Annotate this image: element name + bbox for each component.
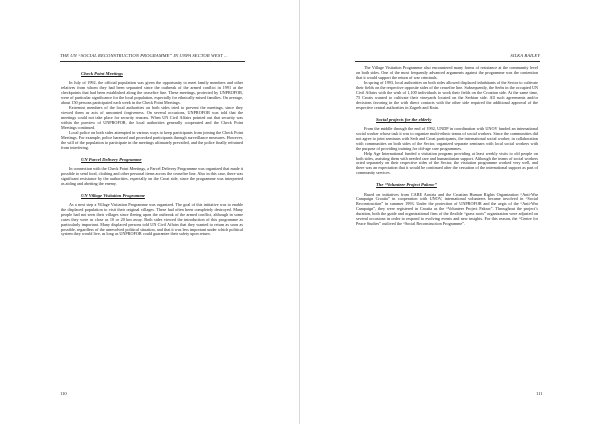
heading-parcel-delivery: UN Parcel Delivery Programme xyxy=(81,156,142,162)
paragraph: In spring of 1993, local authorities on both sides allowed displaced inhabitants of the Sector to cultivate their fields on the respective opposite sides of the ceasefire line. Subsequently, the Serbs in the occupied UN Civil Affairs with the wish of 1,100 individuals to work their fields on the Croatian side. At the same time, 75 Croats wanted to cultivate their vineyards located on the Serbian side. All such agreements and/or decisions favoring in the with direct contacts with the other side required the additional approval of the respective central authorities in Zagreb and Knin. xyxy=(356,79,538,110)
right-header-rule xyxy=(355,61,540,62)
paragraph: As a next step a Village Visitation Programme was organized. The goal of this initiative was to enable the displaced population to visit their original villages. These had often been completely destroyed. Many people had not seen their villages since fleeing upon the outbreak of the armed conflict, although in some cases they were as close as 10 or 20 km away. Both sides viewed the introduction of this programme as particularly important. Many displaced persons told UN Civil Affairs that they wanted to return as soon as possible, regardless of the unresolved political situation, and that it was less important under which political system they would live, as long as UNPROFOR could guarantee their safety upon return. xyxy=(61,201,243,237)
heading-volunteer-project: The “Volunteer Project Pakrac” xyxy=(376,182,437,188)
paragraph: Help Age International funded a visitation program providing at least weekly visits to old people on both sides, assisting them with needed care and humanitarian support. Although the teams of social workers acted separately on their respective sides of the Sector, the visitation programme worked very well, and there was an expectation that it would be continued after the cessation of the international support as part of community services. xyxy=(356,150,538,176)
paragraph: Extremist members of the local authorities on both sides tried to prevent the meetings, since they viewed them as acts of unwanted forgiveness. On several occasions, UNPROFOR was told that the meetings could not take place for security reasons. When UN Civil Affairs pointed out that security was within the purview of UNPROFOR, the local authorities generally cooperated and the Check Point Meetings continued. xyxy=(61,104,243,130)
paragraph: The Village Visitation Programme also encountered many forms of resistance at the community level on both sides. One of the most frequently advanced arguments against the programme was the contention that it would support the return of war criminals. xyxy=(356,65,538,80)
heading-social-projects: Social projects for the elderly xyxy=(376,116,432,122)
right-page-number: 111 xyxy=(536,391,543,396)
right-text-column xyxy=(356,66,538,227)
paragraph: Local police on both sides attempted in various ways to keep participants from joining the Check Point Meetings. For example, police harassed and provoked participants through surveillance measures. However, the will of the population to participate in the meetings ultimately prevailed, and the police finally refrained from interfering. xyxy=(61,129,243,150)
left-header-rule xyxy=(60,61,245,62)
paragraph: Based on initiatives from CARE Austria and the Croatian Human Rights Organization “Anti-War Campaign Croatia” in cooperation with UNOV, international volunteers became involved in “Social Reconstruction” in summer 1993. Under the protection of UNPROFOR and the aegis of the “Anti-War Campaign”, they were registered in Croatia as the “Volunteer Project Pakrac”. Throughout the project’s duration, both the guide and organizational firm of the flexible “grass roots” organization were adjusted on several occasions in order to respond to evolving events and new insights. For this reason, the “Centre for Peace Studies” outlived the “Social Reconstruction Programme”. xyxy=(356,191,538,227)
right-page xyxy=(300,0,600,424)
paragraph: In July of 1992, the official population was given the opportunity to meet family members and other relatives from whom they had been separated since the outbreak of the armed conflict in 1991 at the checkpoints that had been established along the ceasefire line. These meetings, protected by UNPROFOR, were of particular significance for the local population, especially for ethnically mixed families. On average, about 150 persons participated each week in the Check Point Meetings. xyxy=(61,80,243,106)
heading-check-point-meetings: Check Point Meetings xyxy=(81,71,123,76)
left-text-column xyxy=(61,66,243,237)
left-running-head: THE UN “SOCIAL RECONSTRUCTION PROGRAMME” IN UNPA SECTOR WEST ... xyxy=(60,53,228,58)
paragraph: In connection with the Check Point Meetings, a Parcel Delivery Programme was organized that made it possible to send food, clothing and other personal items across the ceasefire line. Also in this case, there was significant resistance by the authorities, especially on the Croat side, since the programme was interpreted as aiding and abetting the enemy. xyxy=(61,165,243,186)
right-running-head: SILKA BAILEY xyxy=(510,53,540,58)
heading-village-visitation: UN Village Visitation Programme xyxy=(81,192,145,198)
paragraph: From the middle through the end of 1992, UNDP in coordination with UNOV funded an international social worker whose task it was to organize multi-ethnic teams of social workers. Since the communities did not agree to joint seminars with Serb and Croat participants, the international social worker, in collaboration with communities on both sides of the Sector, organized separate seminars with local social workers with the purpose of providing training for old-age care programmes. xyxy=(356,125,538,151)
left-page-number: 110 xyxy=(60,391,67,396)
